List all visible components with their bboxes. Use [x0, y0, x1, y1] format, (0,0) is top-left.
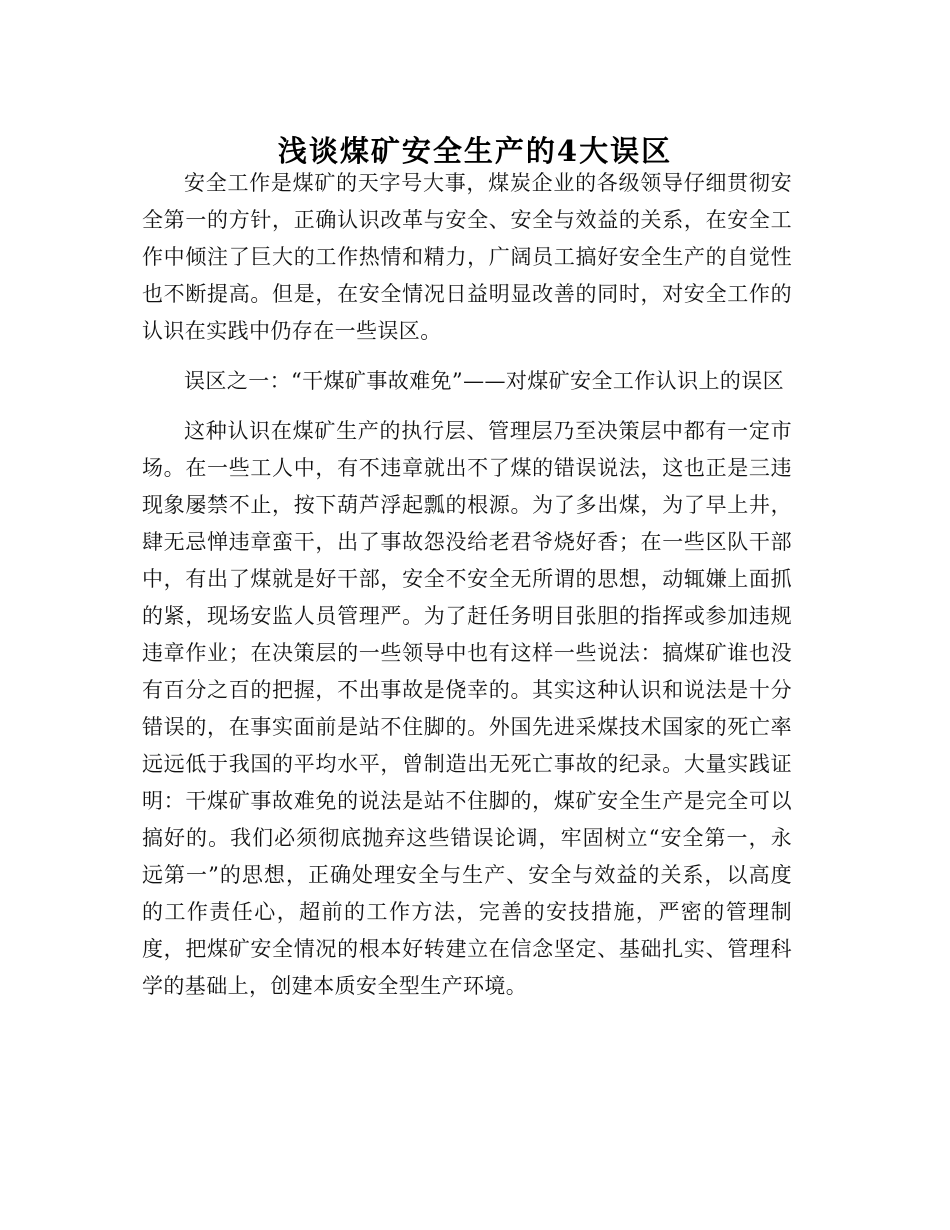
paragraph-intro: 安全工作是煤矿的天字号大事，煤炭企业的各级领导仔细贯彻安全第一的方针，正确认识改革与安全、安全与效益的关系，在安全工作中倾注了巨大的工作热情和精力，广阔员工搞好安全生产的自觉性也不断提高。但是，在安全情况日益明显改善的同时，对安全工作的认识在实践中仍存在一些误区。 [142, 171, 792, 343]
paragraph-discussion: 这种认识在煤矿生产的执行层、管理层乃至决策层中都有一定市场。在一些工人中，有不违章就出不了煤的错误说法，这也正是三违现象屡禁不止，按下葫芦浮起瓢的根源。为了多出煤，为了早上井，肆无忌惮违章蛮干，出了事故怨没给老君爷烧好香；在一些区队干部中，有出了煤就是好干部，安全不安全无所谓的思想，动辄嫌上面抓的紧，现场安监人员管理严。为了赶任务明目张胆的指挥或参加违规违章作业；在决策层的一些领导中也有这样一些说法：搞煤矿谁也没有百分之百的把握，不出事故是侥幸的。其实这种认识和说法是十分错误的，在事实面前是站不住脚的。外国先进采煤技术国家的死亡率远远低于我国的平均水平，曾制造出无死亡事故的纪录。大量实践证明：干煤矿事故难免的说法是站不住脚的，煤矿安全生产是完全可以搞好的。我们必须彻底抛弃这些错误论调，牢固树立“安全第一，永远第一”的思想，正确处理安全与生产、安全与效益的关系，以高度的工作责任心，超前的工作方法，完善的安技措施，严密的管理制度，把煤矿安全情况的根本好转建立在信念坚定、基础扎实、管理科学的基础上，创建本质安全型生产环境。 [142, 419, 792, 998]
paragraph-heading-misconception-one: 误区之一：“干煤矿事故难免”——对煤矿安全工作认识上的误区 [184, 369, 785, 393]
document-body [142, 165, 792, 1005]
document-title: 浅谈煤矿安全生产的4大误区 [277, 134, 673, 169]
